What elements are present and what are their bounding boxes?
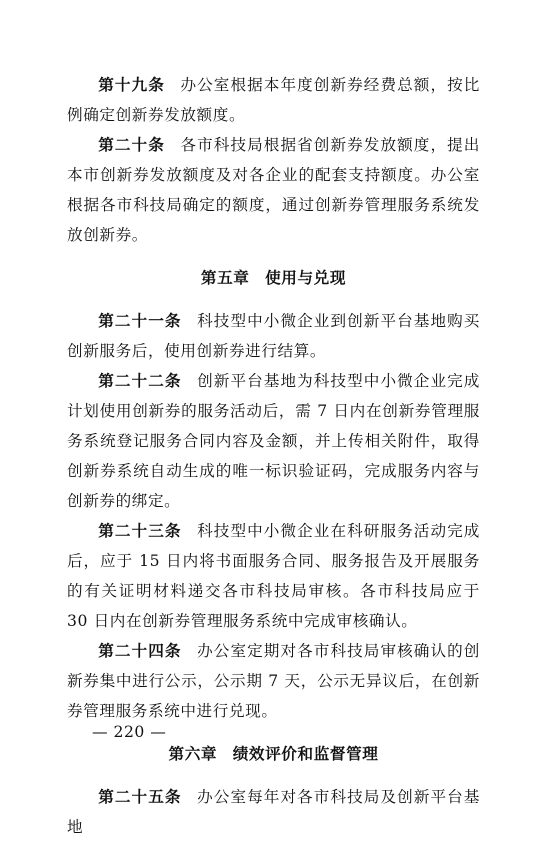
chapter-title: 绩效评价和监督管理 <box>232 745 379 763</box>
article-text: 科技型中小微企业到创新平台基地购买创新服务后，使用创新券进行结算。 <box>67 312 480 360</box>
article-22 <box>67 366 480 516</box>
article-text: 科技型中小微企业在科研服务活动完成后，应于 15 日内将书面服务合同、服务报告及开展服务的有关证明材料递交各市科技局审核。各市科技局应于 30 日内在创新券管理服务系统中完成审核确认。 <box>67 522 480 630</box>
article-24 <box>67 636 480 726</box>
article-20 <box>67 130 480 250</box>
article-21 <box>67 306 480 366</box>
article-number: 第二十一条 <box>98 312 182 330</box>
article-19 <box>67 70 480 130</box>
page-number: — 220 — <box>92 723 167 741</box>
article-number: 第二十四条 <box>98 642 182 660</box>
chapter-number: 第六章 <box>168 745 218 763</box>
article-text: 办公室每年对各市科技局及创新平台基地 <box>67 788 480 836</box>
article-number: 第二十二条 <box>98 372 182 390</box>
chapter-number: 第五章 <box>200 269 250 287</box>
chapter-heading-5 <box>67 263 480 293</box>
article-text: 各市科技局根据省创新券发放额度，提出本市创新券发放额度及对各企业的配套支持额度。办公室根据各市科技局确定的额度，通过创新券管理服务系统发放创新券。 <box>67 136 480 244</box>
article-text: 办公室根据本年度创新券经费总额，按比例确定创新券发放额度。 <box>67 76 480 124</box>
chapter-title: 使用与兑现 <box>265 269 347 287</box>
article-number: 第二十五条 <box>98 788 182 806</box>
article-25 <box>67 782 480 842</box>
article-number: 第十九条 <box>98 76 165 94</box>
article-text: 创新平台基地为科技型中小微企业完成计划使用创新券的服务活动后，需 7 日内在创新券管理服务系统登记服务合同内容及金额，并上传相关附件，取得创新券系统自动生成的唯一标识验证码，完成服务内容与创新券的绑定。 <box>67 372 480 510</box>
article-number: 第二十条 <box>98 136 165 154</box>
article-number: 第二十三条 <box>98 522 182 540</box>
article-text: 办公室定期对各市科技局审核确认的创新券集中进行公示，公示期 7 天，公示无异议后，在创新券管理服务系统中进行兑现。 <box>67 642 480 720</box>
article-23 <box>67 516 480 636</box>
